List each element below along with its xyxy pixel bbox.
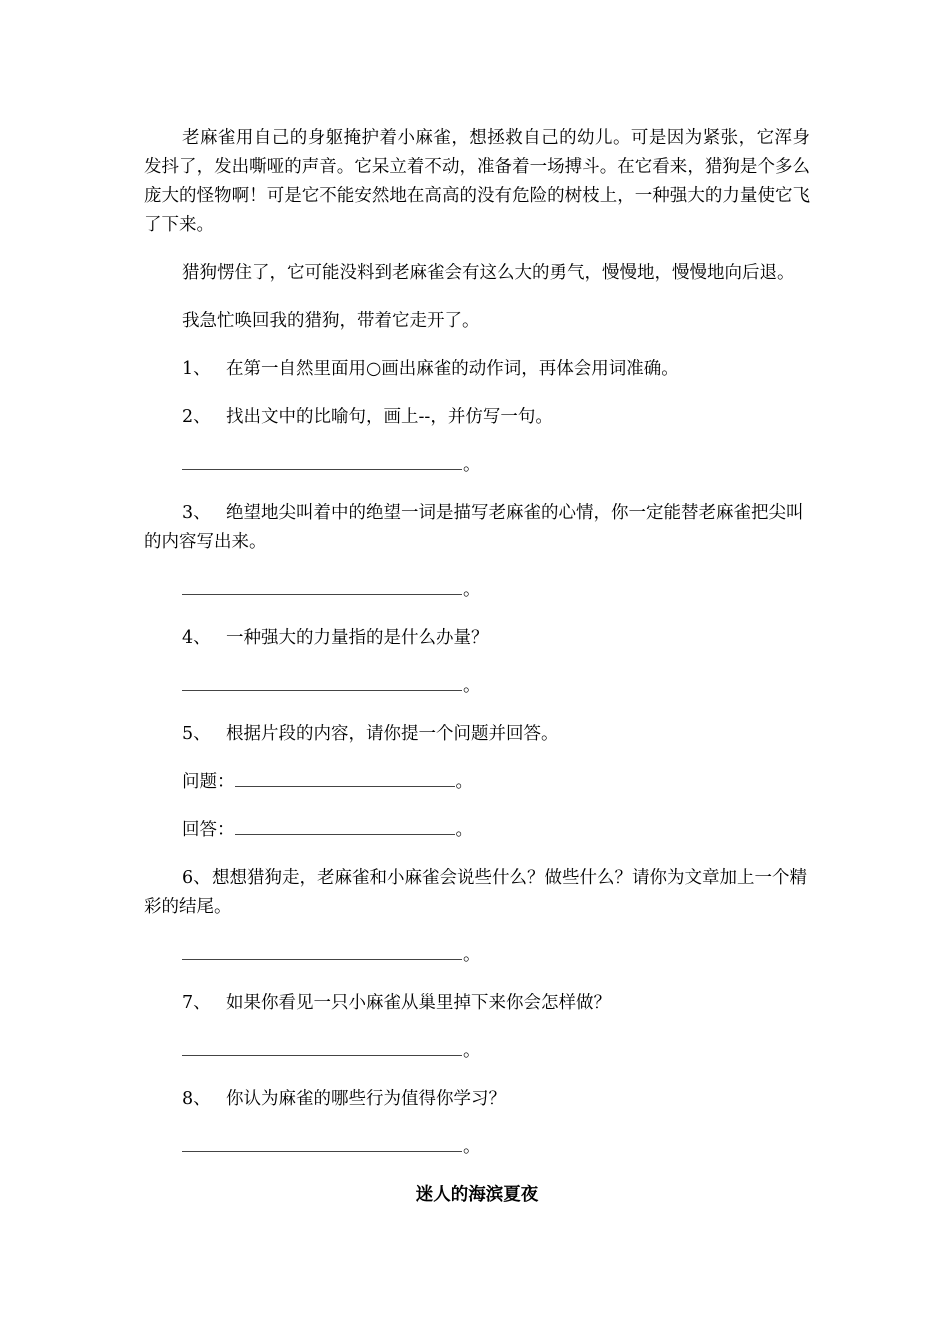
question-text: 绝望地尖叫着中的绝望一词是描写老麻雀的心情，你一定能替老麻雀把尖叫的内容写出来。 [144,503,804,552]
question-4 [144,624,810,653]
question-number: 1、 [182,359,211,379]
question-number: 8、 [182,1089,211,1109]
answer-label: 回答： [182,820,235,840]
question-number: 2、 [182,407,211,427]
question-label: 问题： [182,772,235,792]
answer-line-2[interactable]: 。 [144,451,810,480]
blank-line[interactable] [182,941,462,960]
question-text: 根据片段的内容，请你提一个问题并回答。 [226,724,559,744]
question-6 [144,864,810,922]
question-3 [144,499,810,557]
blank-line[interactable] [235,816,455,835]
answer-line-7[interactable]: 。 [144,1037,810,1066]
question-8 [144,1085,810,1114]
passage-paragraph-3: 我急忙唤回我的猎狗，带着它走开了。 [182,311,480,331]
blank-line[interactable] [182,1037,462,1056]
answer-line-3[interactable]: 。 [144,576,810,605]
question-text: 在第一自然里面用○画出麻雀的动作词，再体会用词准确。 [226,359,679,379]
answer-line-4[interactable]: 。 [144,672,810,701]
question-7 [144,989,810,1018]
question-text: 找出文中的比喻句，画上--，并仿写一句。 [226,407,553,427]
blank-line[interactable] [182,672,462,691]
blank-line[interactable] [235,768,455,787]
blank-line[interactable] [182,451,462,470]
answer-line-6[interactable]: 。 [144,941,810,970]
question-5 [144,720,810,749]
question-number: 6、 [182,868,211,888]
question-2 [144,403,810,432]
question-text: 你认为麻雀的哪些行为值得你学习？ [226,1089,506,1109]
question-field[interactable]: 问题： 。 [144,768,810,797]
answer-line-8[interactable]: 。 [144,1133,810,1162]
passage-paragraph-1: 老麻雀用自己的身躯掩护着小麻雀，想拯救自己的幼儿。可是因为紧张，它浑身发抖了，发出嘶哑的声音。它呆立着不动，准备着一场搏斗。在它看来，猎狗是个多么庞大的怪物啊！可是它不能安然地在高高的没有危险的树枝上，一种强大的力量使它飞了下来。 [144,128,810,235]
question-number: 5、 [182,724,211,744]
question-text: 想想猎狗走，老麻雀和小麻雀会说些什么？做些什么？请你为文章加上一个精彩的结尾。 [144,868,807,917]
question-text: 如果你看见一只小麻雀从巢里掉下来你会怎样做？ [226,993,611,1013]
worksheet-page [144,124,810,1210]
question-number: 7、 [182,993,211,1013]
question-number: 3、 [182,503,211,523]
question-number: 4、 [182,628,211,648]
next-article-title: 迷人的海滨夏夜 [415,1185,539,1205]
question-text: 一种强大的力量指的是什么办量？ [226,628,489,648]
blank-line[interactable] [182,576,462,595]
answer-field[interactable]: 回答： 。 [144,816,810,845]
blank-line[interactable] [182,1133,462,1152]
question-1 [144,355,810,384]
passage-paragraph-2: 猎狗愣住了，它可能没料到老麻雀会有这么大的勇气，慢慢地，慢慢地向后退。 [182,263,795,283]
